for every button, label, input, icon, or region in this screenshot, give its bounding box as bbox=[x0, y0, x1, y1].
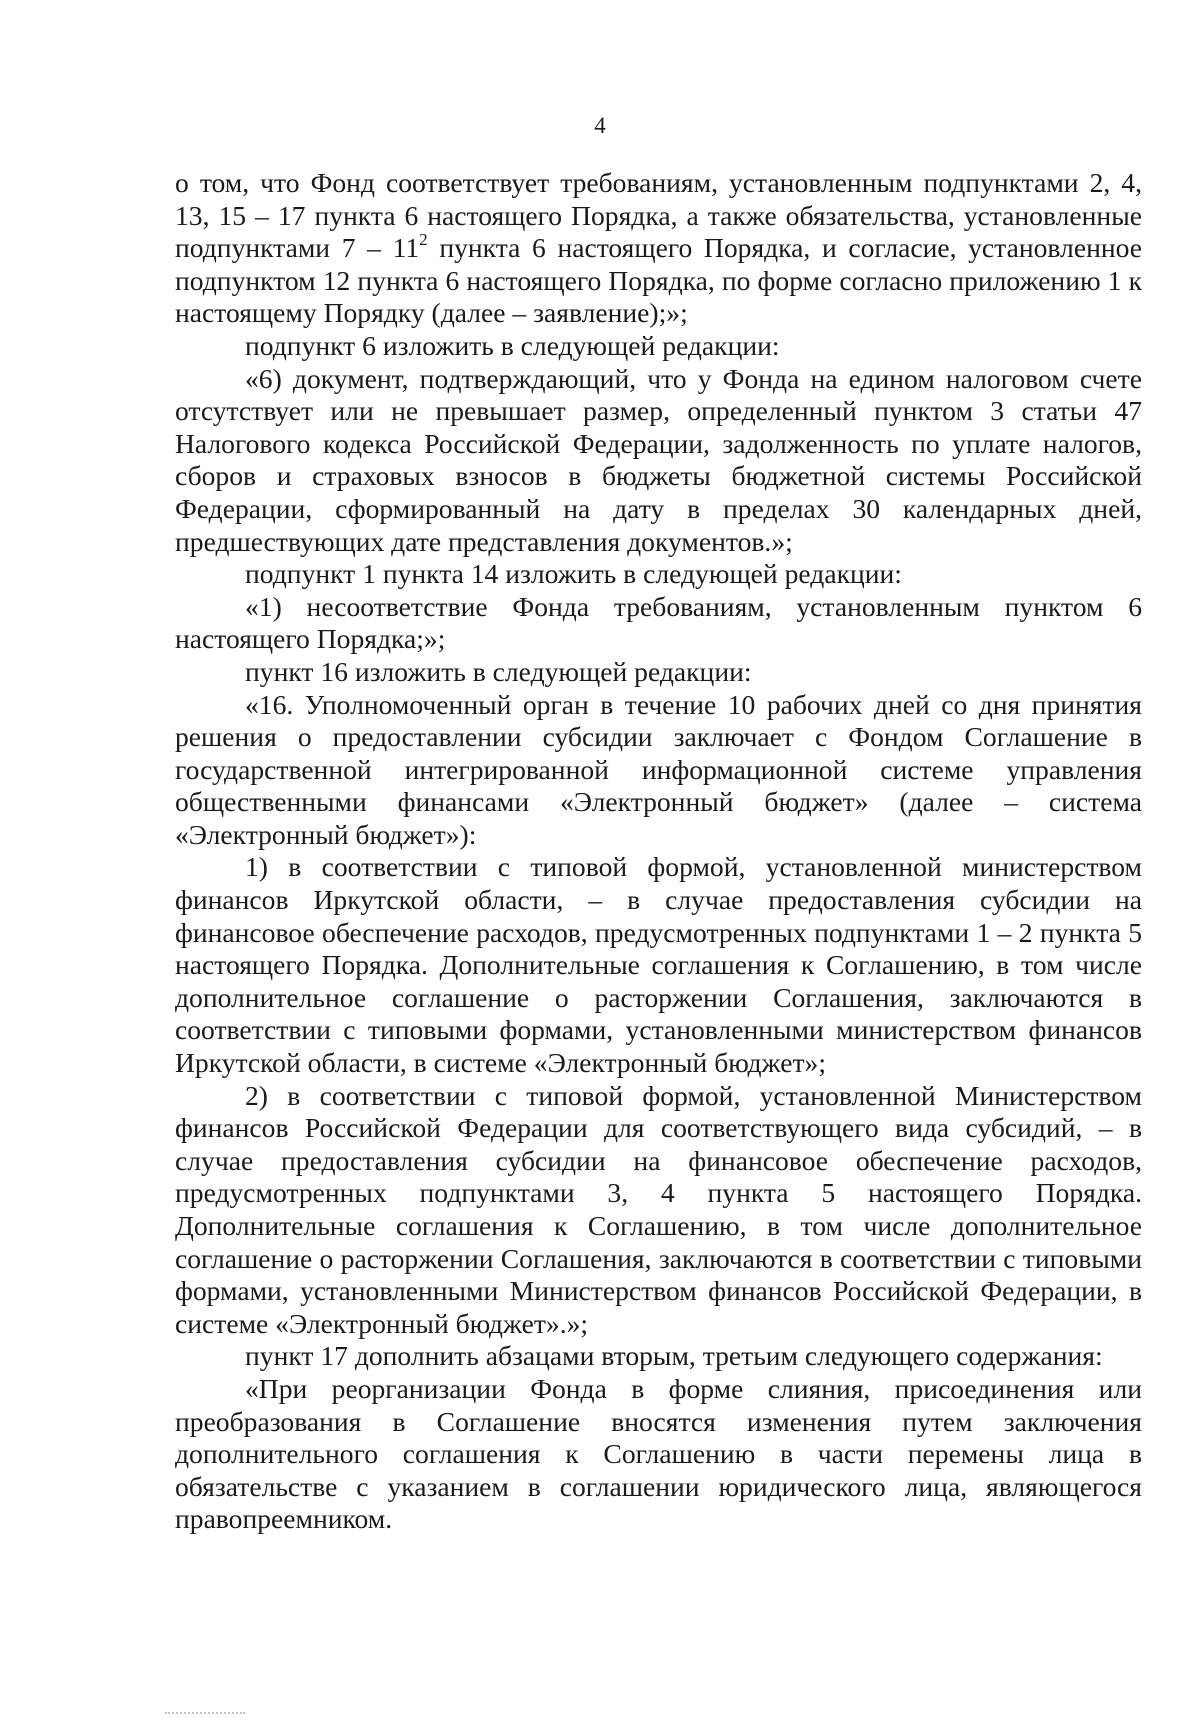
paragraph-amend-item-17: пункт 17 дополнить абзацами вторым, третьим следующего содержания: bbox=[245, 1340, 1103, 1372]
page-number: 4 bbox=[594, 113, 606, 138]
paragraph-amend-subitem-6: подпункт 6 изложить в следующей редакции: bbox=[245, 329, 780, 361]
scan-artifact bbox=[165, 1712, 245, 1720]
paragraph-item-14-text: «1) несоответствие Фонда требованиям, установленным пунктом 6 настоящего Порядка;»; bbox=[175, 590, 1142, 655]
superscript: 2 bbox=[419, 230, 428, 250]
paragraph-item-17-reorganization: «При реорганизации Фонда в форме слияния, присоединения или преобразования в Соглашение вносятся изменения путем заключения дополнительного соглашения к Соглашению в части перемены лица в обязательстве с указанием в соглашении юридического лица, являющегося правопреемником. bbox=[175, 1372, 1142, 1535]
paragraph-application-definition: о том, что Фонд соответствует требованиям, установленным подпунктами 2, 4, 13, 15 – 17 пункта 6 настоящего Порядка, а также обязательства, установленные подпунктами $7 - 11^2$ пункта 6 настоящего Порядка, и согласие, установленное подпунктом 12 пункта 6 настоящего Порядка, по форме согласно приложению 1 к настоящему Порядку (далее – заявление);»; bbox=[175, 167, 1142, 329]
paragraph-item-16-subitem-2: 2) в соответствии с типовой формой, установленной Министерством финансов Российской Федерации для соответствующего вида субсидий, – в случае предоставления субсидии на финансовое обеспечение расходов, предусмотренных подпунктами 3, 4 пункта 5 настоящего Порядка. Дополнительные соглашения к Соглашению, в том числе дополнительное соглашение о расторжении Соглашения, заключаются в соответствии с типовыми формами, установленными Министерством финансов Российской Федерации, в системе «Электронный бюджет».»; bbox=[175, 1079, 1142, 1339]
paragraph-amend-item-14: подпункт 1 пункта 14 изложить в следующей редакции: bbox=[245, 558, 902, 590]
document-body bbox=[175, 167, 1142, 1536]
paragraph-item-16-subitem-1: 1) в соответствии с типовой формой, установленной министерством финансов Иркутской области, – в случае предоставления субсидии на финансовое обеспечение расходов, предусмотренных подпунктами 1 – 2 пункта 5 настоящего Порядка. Дополнительные соглашения к Соглашению, в том числе дополнительное соглашение о расторжении Соглашения, заключаются в соответствии с типовыми формами, установленными министерством финансов Иркутской области, в системе «Электронный бюджет»; bbox=[175, 851, 1142, 1079]
paragraph-item-16-text: «16. Уполномоченный орган в течение 10 рабочих дней со дня принятия решения о предоставлении субсидии заключает с Фондом Соглашение в государственной интегрированной информационной системе управления общественными финансами «Электронный бюджет» (далее – система «Электронный бюджет»): bbox=[175, 688, 1142, 850]
paragraph-amend-item-16: пункт 16 изложить в следующей редакции: bbox=[245, 655, 752, 687]
paragraph-subitem-6-text: «6) документ, подтверждающий, что у Фонда на едином налоговом счете отсутствует или не превышает размер, определенный пунктом 3 статьи 47 Налогового кодекса Российской Федерации, задолженность по уплате налогов, сборов и страховых взносов в бюджеты бюджетной системы Российской Федерации, сформированный на дату в пределах 30 календарных дней, предшествующих дате представления документов.»; bbox=[175, 362, 1142, 557]
